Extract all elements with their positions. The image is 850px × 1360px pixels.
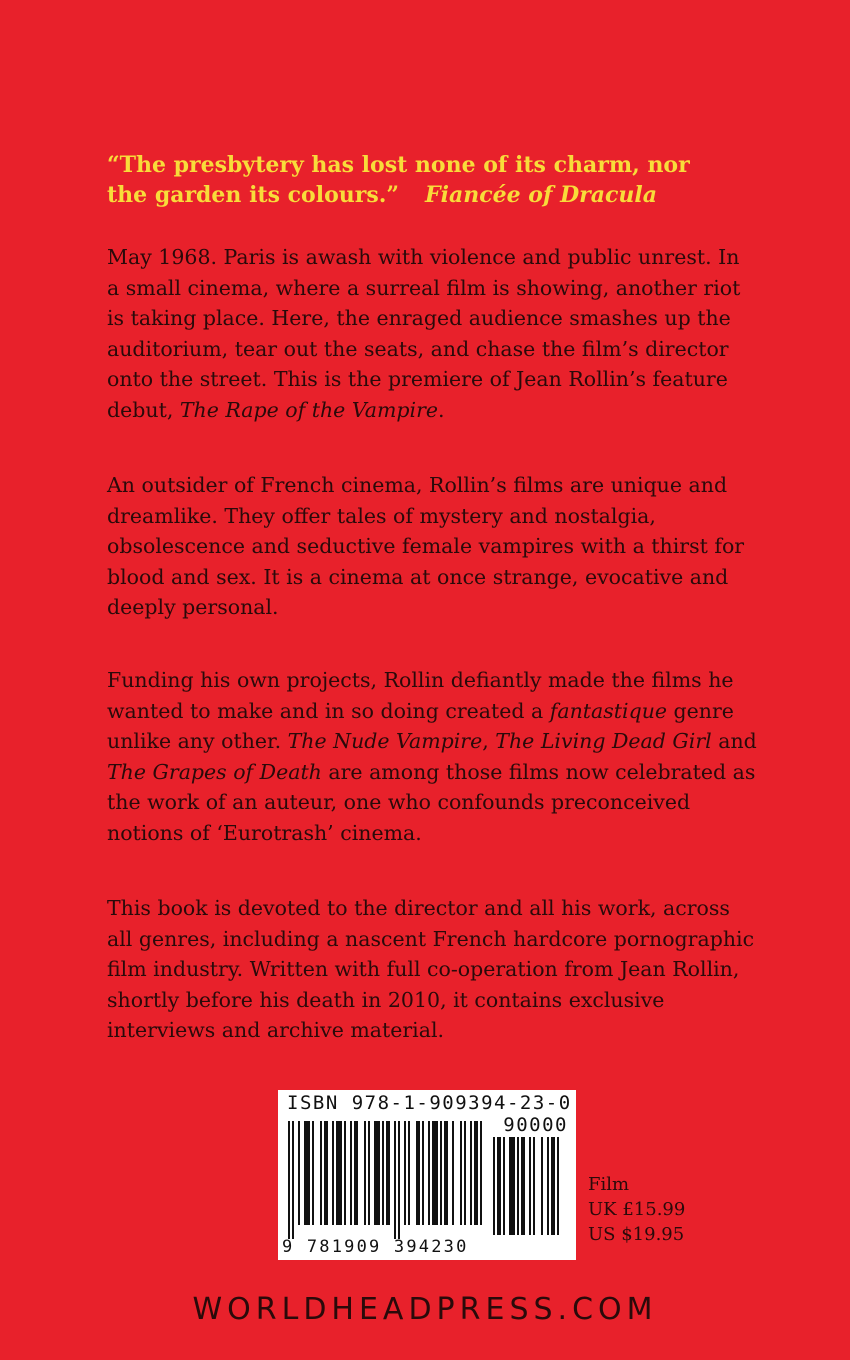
barcode-bar xyxy=(470,1121,472,1225)
barcode-bar xyxy=(432,1121,438,1225)
blurb-paragraph-1 xyxy=(107,242,757,425)
barcode-bar xyxy=(547,1137,549,1235)
category-label: Film xyxy=(588,1174,630,1195)
publisher-website: WORLDHEADPRESS.COM xyxy=(192,1292,658,1327)
p3-text-c: , xyxy=(482,729,496,753)
isbn-barcode xyxy=(278,1090,576,1260)
addon-barcode-bars xyxy=(493,1137,567,1235)
barcode-bar xyxy=(332,1121,334,1225)
barcode-bar xyxy=(422,1121,424,1225)
barcode-bar xyxy=(394,1121,396,1239)
barcode-bar xyxy=(529,1137,531,1235)
barcode-bar xyxy=(551,1137,555,1235)
barcode-bar xyxy=(440,1121,442,1225)
blurb-paragraph-2: An outsider of French cinema, Rollin’s films are unique and dreamlike. They offer tales of mystery and nostalgia, obsolescence and seductive female vampires with a thirst for blood and sex. It is a cinema at once strange, evocative and deeply personal. xyxy=(107,473,745,619)
p3-text-d: and xyxy=(711,729,757,753)
p1-film-title: The Rape of the Vampire xyxy=(179,397,439,422)
barcode-bar xyxy=(320,1121,322,1225)
ean-digits: 9 781909 394230 xyxy=(282,1237,469,1257)
blurb-paragraph-3 xyxy=(107,665,757,848)
barcode-bar xyxy=(408,1121,410,1225)
p3-text-e: are among those films now celebrated as the work of an auteur, one who confounds preconceived notions of ‘Eurotrash’ cinema. xyxy=(107,759,756,845)
p3-text-a: Funding his own projects, Rollin defiantly made the films he wanted to make and in so doing created a xyxy=(107,668,734,723)
barcode-bar xyxy=(364,1121,366,1225)
barcode-bar xyxy=(324,1121,328,1225)
barcode-bar xyxy=(464,1121,466,1225)
barcode-bar xyxy=(336,1121,342,1225)
blurb-paragraph-4: This book is devoted to the director and all his work, across all genres, including a nascent French hardcore pornographic film industry. Written with full co-operation from Jean Rollin, shortly before his death in 2010, it contains exclusive interviews and archive material. xyxy=(107,896,755,1042)
barcode-bar xyxy=(452,1121,454,1225)
barcode-bar xyxy=(382,1121,384,1225)
barcode-bar xyxy=(428,1121,430,1225)
barcode-bar xyxy=(374,1121,380,1225)
p3-text-b: genre unlike any other. xyxy=(107,698,734,753)
p3-film-title-1: The Nude Vampire xyxy=(287,729,483,753)
barcode-bar xyxy=(509,1137,515,1235)
quote-source: Fiancée of Dracula xyxy=(425,182,658,208)
quote-line-2 xyxy=(107,180,747,210)
barcode-bar xyxy=(497,1137,501,1235)
barcode-bar xyxy=(304,1121,310,1225)
us-price: US $19.95 xyxy=(588,1224,685,1245)
barcode-bar xyxy=(292,1121,294,1239)
uk-price: UK £15.99 xyxy=(588,1199,686,1220)
barcode-bar xyxy=(350,1121,352,1225)
barcode-bar xyxy=(533,1137,535,1235)
isbn-label: ISBN 978-1-909394-23-0 xyxy=(287,1092,572,1114)
barcode-bar xyxy=(480,1121,482,1225)
barcode-bar xyxy=(404,1121,406,1225)
barcode-bar xyxy=(416,1121,420,1225)
barcode-bar xyxy=(368,1121,370,1225)
pull-quote xyxy=(107,150,747,210)
barcode-bar xyxy=(503,1137,505,1235)
barcode-bar xyxy=(517,1137,519,1235)
p3-film-title-2: The Living Dead Girl xyxy=(495,729,712,753)
p1-text-b: . xyxy=(438,397,445,422)
barcode-bar xyxy=(398,1121,400,1239)
ean-barcode-bars xyxy=(288,1121,484,1239)
barcode-bar xyxy=(298,1121,300,1225)
barcode-bar xyxy=(541,1137,543,1235)
barcode-bar xyxy=(344,1121,346,1225)
barcode-bar xyxy=(312,1121,314,1225)
p3-film-title-3: The Grapes of Death xyxy=(107,759,322,784)
barcode-bar xyxy=(386,1121,390,1225)
barcode-bar xyxy=(288,1121,290,1239)
quote-line-1: “The presbytery has lost none of its charm, nor xyxy=(107,152,690,178)
p1-text-a: May 1968. Paris is awash with violence and public unrest. In a small cinema, where a surreal film is showing, another riot is taking place. Here, the enraged audience smashes up the auditorium, tear out the seats, and chase the film’s director onto the street. This is the premiere of Jean Rollin’s feature debut, xyxy=(107,245,741,422)
barcode-bar xyxy=(460,1121,462,1225)
quote-line-2-text: the garden its colours.” xyxy=(107,182,400,208)
barcode-bar xyxy=(354,1121,358,1225)
barcode-bar xyxy=(474,1121,478,1225)
barcode-bar xyxy=(557,1137,559,1235)
barcode-bar xyxy=(444,1121,448,1225)
price-block xyxy=(588,1172,685,1247)
price-addon-code: 90000 xyxy=(503,1114,568,1136)
barcode-bar xyxy=(493,1137,495,1235)
barcode-bar xyxy=(521,1137,525,1235)
p3-fantastique: fantastique xyxy=(549,698,668,723)
